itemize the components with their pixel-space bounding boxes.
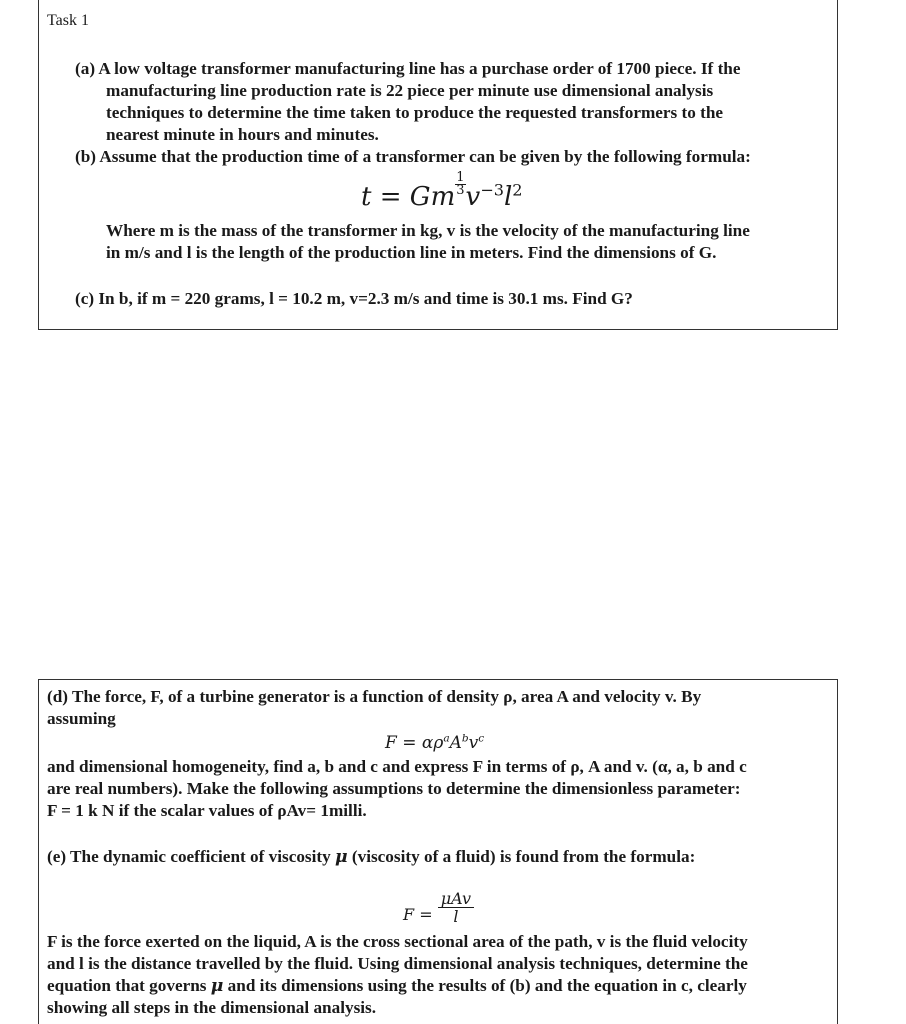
formula-t-v: v: [465, 182, 481, 212]
formula-visc-eq: =: [419, 905, 433, 924]
formula-F-v: v: [468, 733, 479, 753]
formula-F-lhs: F: [385, 733, 397, 753]
part-b-intro: (b) Assume that the production time of a transformer can be given by the following formula:: [75, 147, 751, 166]
formula-t-lhs: t: [361, 182, 372, 212]
part-c-line: (c) In b, if m = 220 grams, l = 10.2 m, v=2.3 m/s and time is 30.1 ms. Find G?: [75, 289, 633, 308]
part-e-intro: [47, 846, 695, 868]
formula-F-b: b: [461, 732, 469, 745]
part-b-line-1: Where m is the mass of the transformer in kg, v is the velocity of the manufacturing line: [106, 221, 750, 240]
formula-F-rho: ρ: [433, 733, 444, 753]
formula-F-c: c: [478, 732, 485, 745]
formula-viscosity: [403, 890, 474, 925]
formula-F-a: a: [443, 732, 450, 745]
part-a-line-4: nearest minute in hours and minutes.: [106, 125, 379, 144]
part-b-line-2: in m/s and l is the length of the production line in meters. Find the dimensions of G.: [106, 243, 717, 262]
part-e-intro-mu: μ: [335, 847, 348, 867]
formula-t-eq: =: [379, 182, 402, 212]
m-exp-den: 3: [456, 182, 465, 198]
part-d-line-4: are real numbers). Make the following assumptions to determine the dimensionless parameter:: [47, 779, 741, 798]
part-a-line-3: techniques to determine the time taken to produce the requested transformers to the: [106, 103, 724, 122]
formula-visc-num: μAv: [438, 890, 474, 908]
formula-t-l: l: [503, 182, 513, 212]
formula-F-alpha: α: [421, 733, 434, 753]
m-exp-num: 1: [456, 169, 465, 185]
task-box-1: [38, 0, 838, 330]
formula-F-A: A: [449, 733, 462, 753]
task-box-2: [38, 679, 838, 1024]
formula-visc-fraction: [438, 890, 474, 925]
part-e-intro-post: (viscosity of a fluid) is found from the formula:: [347, 847, 696, 866]
formula-F: [385, 732, 484, 754]
formula-t-G: G: [409, 182, 431, 212]
task-title: Task 1: [47, 12, 89, 29]
part-d-line-3: and dimensional homogeneity, find a, b and c and express F in terms of ρ, A and v. (α, a, b and c: [47, 757, 747, 776]
formula-t-m: m: [430, 182, 456, 212]
part-a-line-1: (a) A low voltage transformer manufacturing line has a purchase order of 1700 piece. If the: [75, 59, 741, 78]
part-e-line-3-mu: μ: [210, 976, 224, 996]
formula-F-eq: =: [402, 733, 417, 753]
part-e-line-2: and l is the distance travelled by the fluid. Using dimensional analysis techniques, determine the: [47, 954, 748, 973]
formula-visc-F: F: [403, 905, 415, 924]
formula-t: [361, 169, 523, 212]
part-e-line-3-pre: equation that governs: [47, 976, 211, 995]
formula-t-m-exponent: [455, 169, 465, 198]
part-e-line-1: F is the force exerted on the liquid, A is the cross sectional area of the path, v is the fluid velocity: [47, 932, 748, 951]
part-e-line-3-post: and its dimensions using the results of (b) and the equation in c, clearly: [223, 976, 747, 995]
part-d-line-2: assuming: [47, 709, 116, 728]
part-e-line-3: [47, 975, 747, 997]
part-d-line-1: (d) The force, F, of a turbine generator is a function of density ρ, area A and velocity v. By: [47, 687, 702, 706]
part-e-intro-pre: (e) The dynamic coefficient of viscosity: [47, 847, 335, 866]
part-e-line-4: showing all steps in the dimensional analysis.: [47, 998, 377, 1017]
formula-t-l-exp: 2: [512, 180, 523, 200]
formula-t-v-exp: −3: [480, 180, 504, 200]
formula-visc-den: l: [453, 907, 459, 926]
part-a-line-2: manufacturing line production rate is 22 piece per minute use dimensional analysis: [106, 81, 714, 100]
part-d-line-5: F = 1 k N if the scalar values of ρAv= 1milli.: [47, 801, 367, 820]
